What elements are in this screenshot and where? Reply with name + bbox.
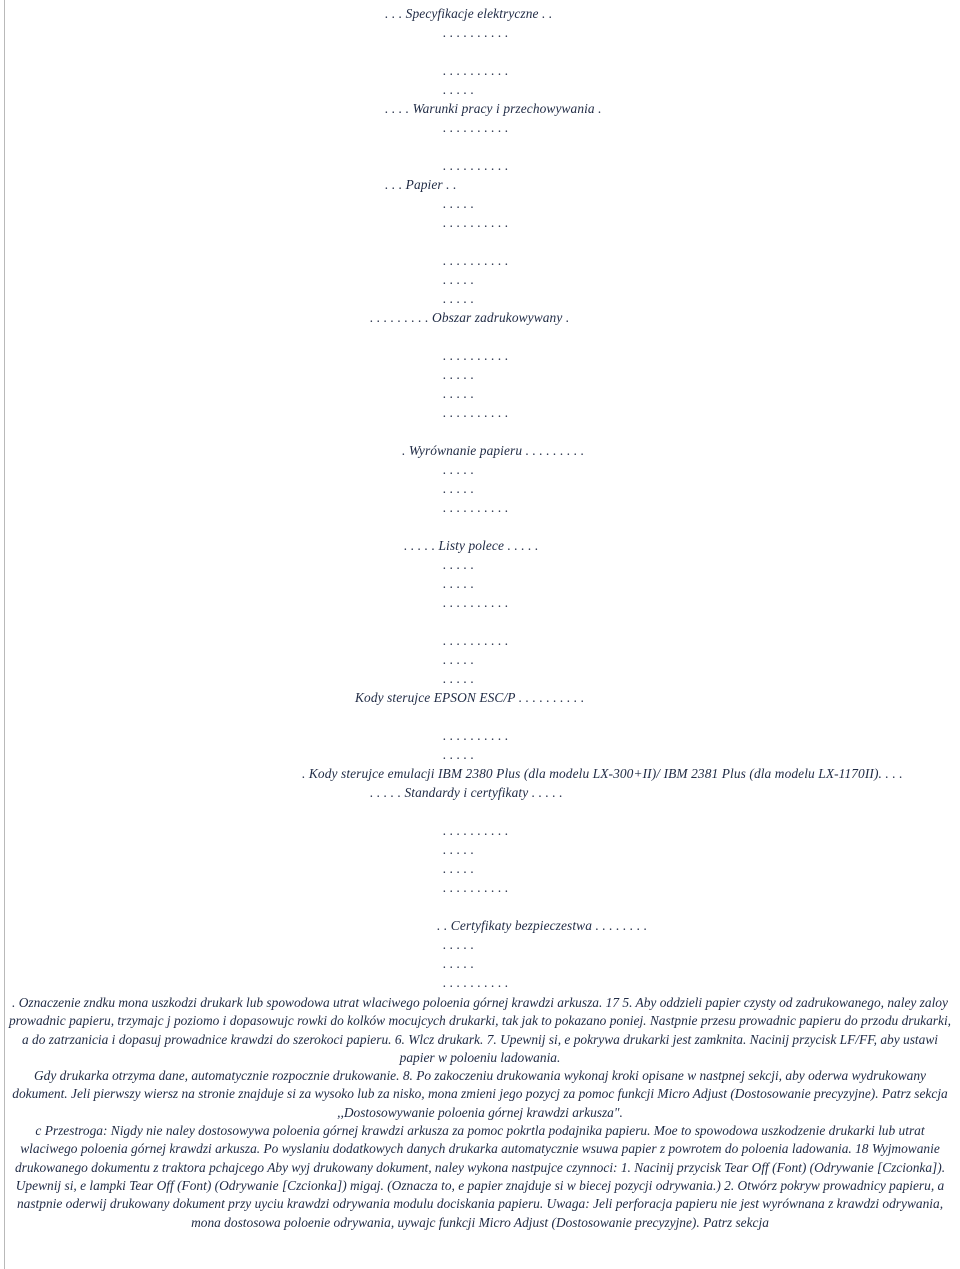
toc-line	[0, 308, 960, 327]
toc-line-text: . . . . .	[443, 671, 475, 686]
toc-line-text: . . . . .	[443, 937, 475, 952]
body-paragraph: . Oznaczenie zndku mona uszkodzi drukark lub spowodowa utrat wlaciwego poloenia górnej krawdzi arkusza. 17 5. Aby oddzieli papier czysty od zadrukowanego, naley zaloy prowadnic papieru, trzymajc j poziomo i dopasowujc rowki do kolków mocujcych drukarki, tak jak to pokazano poniej. Nastpnie przesu prowadnic papieru do przodu drukarki, a do zatrzanicia i dopasuj prowadnice krawdzi do szerokoci papieru. 6. Wlcz drukark. 7. Upewnij si, e pokrywa drukarki jest zamknita. Nacinij przycisk LF/FF, aby ustawi papier w poloeniu ladowania.	[8, 995, 952, 1065]
toc-line	[0, 973, 960, 992]
toc-line	[0, 498, 960, 517]
toc-line	[0, 840, 960, 859]
toc-line	[0, 555, 960, 574]
body-paragraph: Upewnij si, e lampki Tear Off (Font) (Odrywanie [Czcionka]) migaj. (Oznacza to, e papier znajduje si w biecej pozycji odrywania.) 2. Otwórz pokryw prowadnicy papieru, a nastpnie oderwij drukowany dokument przy uyciu krawdzi odrywania modulu dociskania papieru. Uwaga: Jeli perforacja papieru nie jest wyrównana z krawdzi odrywania, mona dostosowa poloenie odrywania, uywajc funkcji Micro Adjust (Dostosowanie precyzyjne). Patrz sekcja	[15, 1177, 945, 1230]
toc-line-text: . . . . . Standardy i certyfikaty . . . . .	[370, 785, 563, 800]
toc-line-text: . . . . .	[443, 82, 475, 97]
toc-line-text: . . . . . . . . . .	[443, 348, 509, 363]
toc-line	[0, 707, 960, 726]
toc-line-text: . . . . .	[443, 747, 475, 762]
toc-line	[0, 688, 960, 707]
toc-line	[0, 650, 960, 669]
toc-line	[0, 460, 960, 479]
toc-line-text: . . . . . . . . . .	[443, 405, 509, 420]
toc-line	[0, 479, 960, 498]
toc-line-text: . . . . Warunki pracy i przechowywania .	[385, 101, 602, 116]
toc-line	[0, 935, 960, 954]
toc-line-text: . . . . . . . . . .	[443, 215, 509, 230]
toc-line	[0, 612, 960, 631]
body-paragraph: Gdy drukarka otrzyma dane, automatycznie rozpocznie drukowanie. 8. Po zakoczeniu drukowania wykonaj kroki opisane w nastpnej sekcji, aby oderwa wydrukowany dokument. Jeli pierwszy wiersz na stronie znajduje si za wysoko lub za nisko, mona zmieni jego pozycj za pomoc funkcji Micro Adjust (Dostosowanie precyzyjne). Patrz sekcja ,,Dostosowywanie poloenia górnej krawdzi arkusza".	[12, 1068, 948, 1120]
toc-line	[0, 764, 960, 783]
toc-line-text: . . . . .	[443, 576, 475, 591]
toc-line-text: . . . . . . . . . .	[443, 63, 509, 78]
toc-line-text: . . . . .	[443, 956, 475, 971]
toc-line	[0, 137, 960, 156]
toc-line-text: . . . . . . . . . .	[443, 120, 509, 135]
toc-line-text: . . . . . . . . . .	[443, 253, 509, 268]
toc-line	[0, 536, 960, 555]
toc-line	[0, 916, 960, 935]
toc-line-text: . . . . .	[443, 861, 475, 876]
toc-line	[0, 365, 960, 384]
toc-line-text: . . . . .	[443, 291, 475, 306]
toc-line-text: . . . . . . . . . .	[443, 728, 509, 743]
toc-line	[0, 194, 960, 213]
toc-line	[0, 593, 960, 612]
toc-line	[0, 403, 960, 422]
toc-line	[0, 175, 960, 194]
toc-line	[0, 878, 960, 897]
toc-line	[0, 802, 960, 821]
toc-line	[0, 726, 960, 745]
toc-line	[0, 422, 960, 441]
toc-line-text: . . . . . . . . . .	[443, 975, 509, 990]
toc-line-text: Kody sterujce EPSON ESC/P . . . . . . . . . .	[355, 690, 585, 705]
table-of-contents	[0, 4, 960, 992]
toc-line	[0, 270, 960, 289]
toc-line-text: . . . . .	[443, 652, 475, 667]
toc-line	[0, 232, 960, 251]
toc-line	[0, 156, 960, 175]
toc-line	[0, 441, 960, 460]
toc-line	[0, 289, 960, 308]
document-body	[6, 994, 954, 1232]
toc-line-text: . . . . .	[443, 196, 475, 211]
toc-line-text: . . . . . . . . . .	[443, 595, 509, 610]
toc-line	[0, 61, 960, 80]
toc-line	[0, 213, 960, 232]
toc-line	[0, 118, 960, 137]
toc-line	[0, 859, 960, 878]
toc-line	[0, 327, 960, 346]
toc-line	[0, 99, 960, 118]
toc-line	[0, 821, 960, 840]
toc-line	[0, 574, 960, 593]
toc-line	[0, 669, 960, 688]
toc-line-text: . . . . . . . . . .	[443, 500, 509, 515]
toc-line-text: . . . . . . . . . .	[443, 25, 509, 40]
toc-line-text: . . . . . . . . . .	[443, 158, 509, 173]
toc-line-text: . . . . . . . . . .	[443, 823, 509, 838]
toc-line	[0, 745, 960, 764]
toc-line	[0, 897, 960, 916]
body-paragraph: c Przestroga: Nigdy nie naley dostosowywa poloenia górnej krawdzi arkusza za pomoc pokrtla podajnika papieru. Moe to spowodowa uszkodzenie drukarki lub utrat wlaciwego poloenia górnej krawdzi arkusza. Po wyslaniu dodatkowych danych drukarka automatycznie wsuwa papier z powrotem do poloenia ladowania. 18 Wyjmowanie drukowanego dokumentu z traktora pchajcego Aby wyj drukowany dokument, naley wykona nastpujce czynnoci: 1. Nacinij przycisk Tear Off (Font) (Odrywanie [Czcionka]).	[14, 1123, 946, 1175]
toc-line-text: . . . . .	[443, 842, 475, 857]
toc-line	[0, 251, 960, 270]
toc-line-text: . . . . . . . . . .	[443, 633, 509, 648]
toc-line	[0, 42, 960, 61]
toc-line	[0, 23, 960, 42]
toc-line-text: . Wyrównanie papieru . . . . . . . . .	[402, 443, 585, 458]
toc-line	[0, 631, 960, 650]
toc-line	[0, 954, 960, 973]
toc-line-text: . . . . . Listy polece . . . . .	[404, 538, 539, 553]
toc-line-text: . . . . .	[443, 386, 475, 401]
toc-line-text: . . . . . . . . . Obszar zadrukowywany .	[370, 310, 570, 325]
toc-line	[0, 384, 960, 403]
toc-line-text: . . . . .	[443, 462, 475, 477]
toc-line-text: . . . . .	[443, 557, 475, 572]
toc-line	[0, 346, 960, 365]
toc-line	[0, 80, 960, 99]
toc-line-text: . . . Specyfikacje elektryczne . .	[385, 6, 553, 21]
toc-line	[0, 4, 960, 23]
toc-line	[0, 783, 960, 802]
toc-line-text: . Kody sterujce emulacji IBM 2380 Plus (dla modelu LX-300+II)/ IBM 2381 Plus (dla modelu LX-1170II). . . .	[302, 766, 903, 781]
toc-line-text: . . . . .	[443, 367, 475, 382]
toc-line	[0, 517, 960, 536]
toc-line-text: . . Certyfikaty bezpieczestwa . . . . . . . .	[437, 918, 648, 933]
toc-line-text: . . . . .	[443, 481, 475, 496]
toc-line-text: . . . . .	[443, 272, 475, 287]
toc-line-text: . . . . . . . . . .	[443, 880, 509, 895]
toc-line-text: . . . Papier . .	[385, 177, 457, 192]
